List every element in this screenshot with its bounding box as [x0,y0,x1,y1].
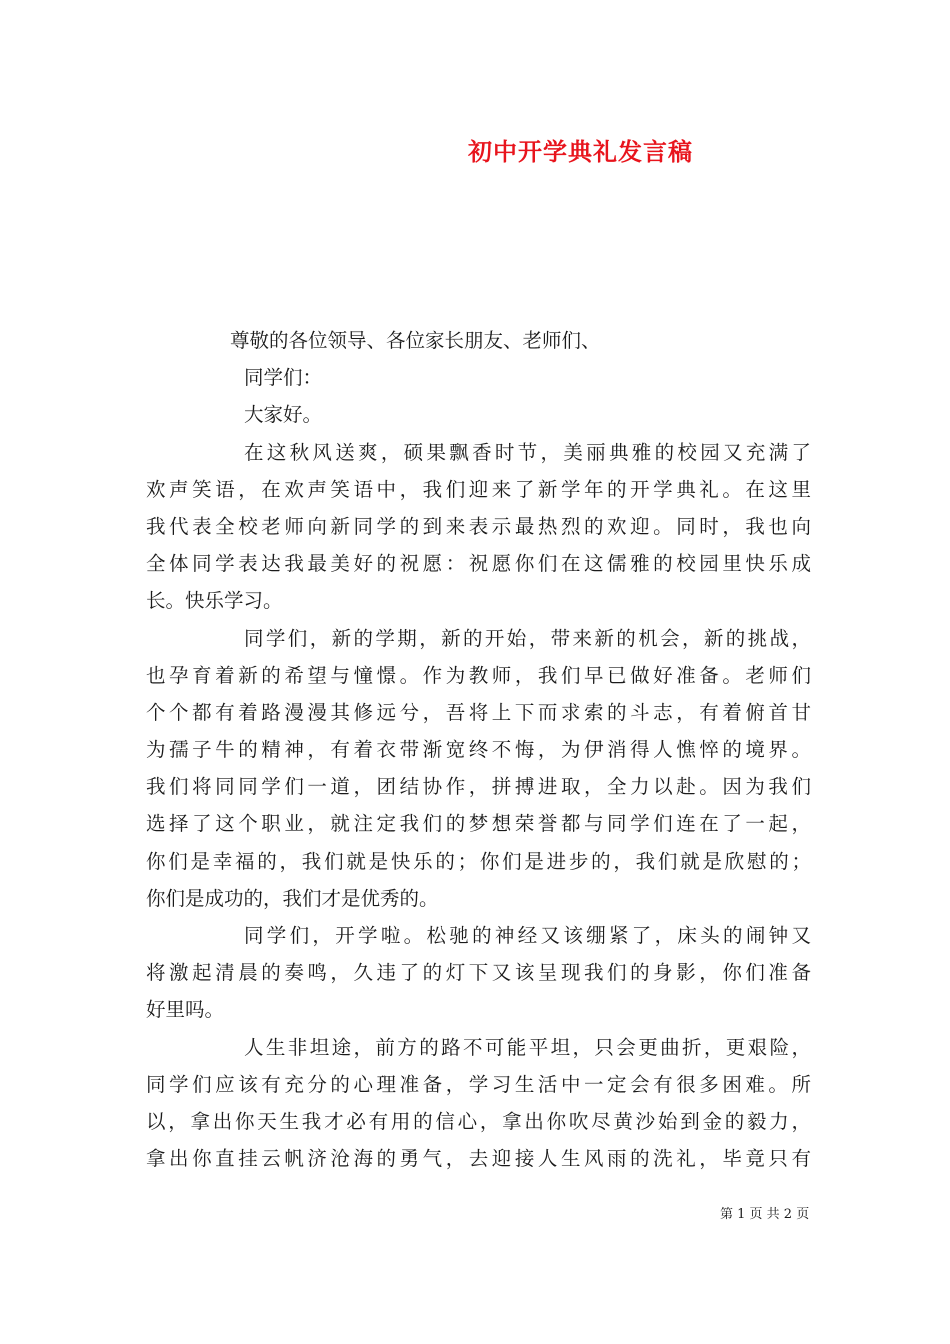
document-body [146,322,811,1177]
paragraph-line: 选择了这个职业，就注定我们的梦想荣誉都与同学们连在了一起， [146,812,811,836]
paragraph-line: 全体同学表达我最美好的祝愿：祝愿你们在这儒雅的校园里快乐成 [146,552,811,576]
paragraph-line: 拿出你直挂云帆济沧海的勇气，去迎接人生风雨的洗礼，毕竟只有 [146,1147,811,1171]
paragraph-line: 个个都有着路漫漫其修远兮，吾将上下而求索的斗志，有着俯首甘 [146,700,811,724]
paragraph-line: 为孺子牛的精神，有着衣带渐宽终不悔，为伊消得人憔悴的境界。 [146,738,811,762]
paragraph-line: 你们是成功的，我们才是优秀的。 [146,886,439,910]
paragraph-line: 将激起清晨的奏鸣，久违了的灯下又该呈现我们的身影，你们准备 [146,961,811,985]
greeting-line: 大家好。 [244,403,323,427]
paragraph-line: 以，拿出你天生我才必有用的信心，拿出你吹尽黄沙始到金的毅力， [146,1109,811,1133]
paragraph-line: 好里吗。 [146,998,225,1022]
paragraph-line: 我代表全校老师向新同学的到来表示最热烈的欢迎。同时，我也向 [146,514,811,538]
paragraph-line: 在这秋风送爽，硕果飘香时节，美丽典雅的校园又充满了 [244,440,811,464]
paragraph-line: 也孕育着新的希望与憧憬。作为教师，我们早已做好准备。老师们 [146,663,811,687]
salutation-line: 同学们： [244,366,323,390]
salutation-line: 尊敬的各位领导、各位家长朋友、老师们、 [230,329,601,352]
paragraph-line: 同学们，开学啦。松驰的神经又该绷紧了，床头的闹钟又 [244,924,811,947]
paragraph-line: 同学们应该有充分的心理准备，学习生活中一定会有很多困难。所 [146,1072,811,1096]
page-number-footer: 第 1 页 共 2 页 [720,1207,810,1222]
paragraph-line: 欢声笑语，在欢声笑语中，我们迎来了新学年的开学典礼。在这里 [146,477,811,501]
paragraph-line: 你们是幸福的，我们就是快乐的；你们是进步的，我们就是欣慰的； [146,849,811,873]
paragraph-line: 我们将同同学们一道，团结协作，拼搏进取，全力以赴。因为我们 [146,775,811,799]
paragraph-line: 人生非坦途，前方的路不可能平坦，只会更曲折，更艰险， [244,1035,811,1059]
document-title: 初中开学典礼发言稿 [468,137,693,166]
paragraph-line: 同学们，新的学期，新的开始，带来新的机会，新的挑战， [244,626,811,650]
paragraph-line: 长。快乐学习。 [146,589,283,613]
